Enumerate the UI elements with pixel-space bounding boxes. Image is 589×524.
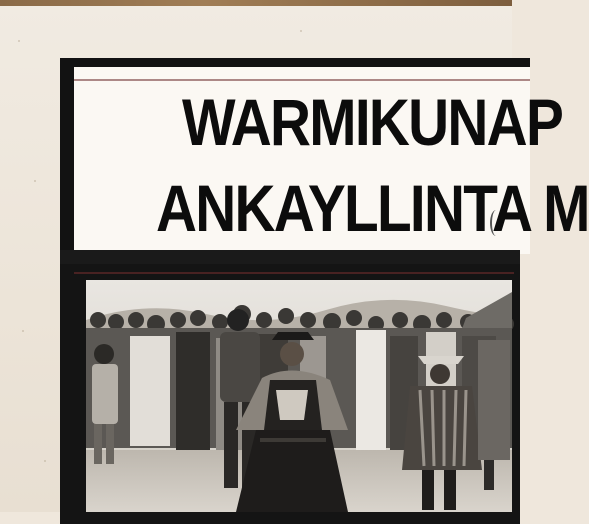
headline-rule — [74, 79, 530, 81]
photo-illustration — [86, 280, 512, 512]
headline-line-2: ANKAYLLINTA M — [156, 171, 589, 245]
paper-speck — [44, 460, 46, 462]
paper-speck — [18, 40, 20, 42]
headline-line-1: WARMIKUNAP — [182, 85, 563, 159]
bracket-mark — [490, 210, 502, 236]
paper-speck — [34, 180, 36, 182]
photo-rule — [74, 272, 514, 274]
page-top-edge — [0, 0, 512, 6]
paper-speck — [300, 30, 302, 32]
paper-speck — [22, 330, 24, 332]
news-photo — [86, 280, 512, 512]
